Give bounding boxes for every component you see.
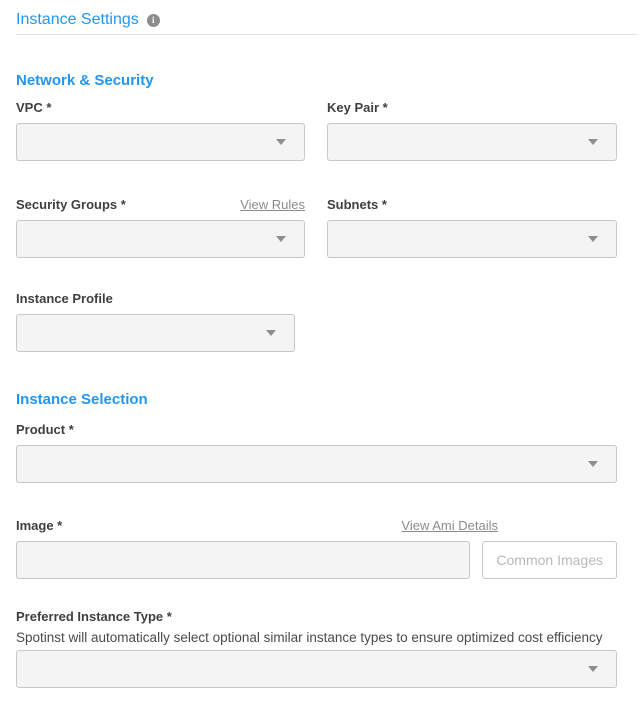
caret-down-icon <box>588 139 598 145</box>
field-vpc <box>16 100 305 161</box>
key-pair-header <box>327 100 617 115</box>
preferred-instance-type-dropdown[interactable] <box>16 650 617 688</box>
section-heading-network-security: Network & Security <box>16 72 154 89</box>
vpc-dropdown[interactable] <box>16 123 305 161</box>
header-divider <box>16 34 637 35</box>
view-ami-details-link[interactable]: View Ami Details <box>401 518 498 533</box>
caret-down-icon <box>588 461 598 467</box>
vpc-header <box>16 100 305 115</box>
panel-header <box>16 10 617 30</box>
field-security-groups <box>16 197 305 258</box>
page-title: Instance Settings <box>16 11 139 28</box>
caret-down-icon <box>588 666 598 672</box>
caret-down-icon <box>276 236 286 242</box>
view-rules-link[interactable]: View Rules <box>240 197 305 212</box>
vpc-label: VPC * <box>16 100 52 115</box>
field-instance-profile <box>16 291 305 352</box>
security-groups-header <box>16 197 305 212</box>
field-product <box>16 422 617 483</box>
row-instance-profile <box>16 291 617 352</box>
common-images-button[interactable]: Common Images <box>482 541 617 579</box>
preferred-instance-type-label: Preferred Instance Type * <box>16 609 172 624</box>
caret-down-icon <box>276 139 286 145</box>
instance-profile-label: Instance Profile <box>16 291 113 306</box>
subnets-label: Subnets * <box>327 197 387 212</box>
product-header <box>16 422 617 437</box>
product-label: Product * <box>16 422 74 437</box>
subnets-header <box>327 197 617 212</box>
instance-profile-header <box>16 291 305 306</box>
caret-down-icon <box>266 330 276 336</box>
instance-profile-dropdown[interactable] <box>16 314 295 352</box>
image-header <box>16 518 498 533</box>
security-groups-label: Security Groups * <box>16 197 126 212</box>
caret-down-icon <box>588 236 598 242</box>
key-pair-label: Key Pair * <box>327 100 388 115</box>
info-icon[interactable]: i <box>147 14 160 27</box>
key-pair-dropdown[interactable] <box>327 123 617 161</box>
product-dropdown[interactable] <box>16 445 617 483</box>
preferred-instance-type-description: Spotinst will automatically select optional similar instance types to ensure optimized cost efficiency <box>16 630 603 645</box>
field-preferred-instance-type <box>16 609 617 688</box>
image-input[interactable] <box>16 541 470 579</box>
field-image <box>16 518 617 579</box>
image-input-row <box>16 541 617 579</box>
field-subnets <box>327 197 617 258</box>
row-securitygroups-subnets <box>16 197 617 258</box>
security-groups-dropdown[interactable] <box>16 220 305 258</box>
field-key-pair <box>327 100 617 161</box>
subnets-dropdown[interactable] <box>327 220 617 258</box>
row-vpc-keypair <box>16 100 617 161</box>
image-label: Image * <box>16 518 63 533</box>
section-heading-instance-selection: Instance Selection <box>16 391 148 408</box>
preferred-instance-type-header <box>16 609 617 624</box>
